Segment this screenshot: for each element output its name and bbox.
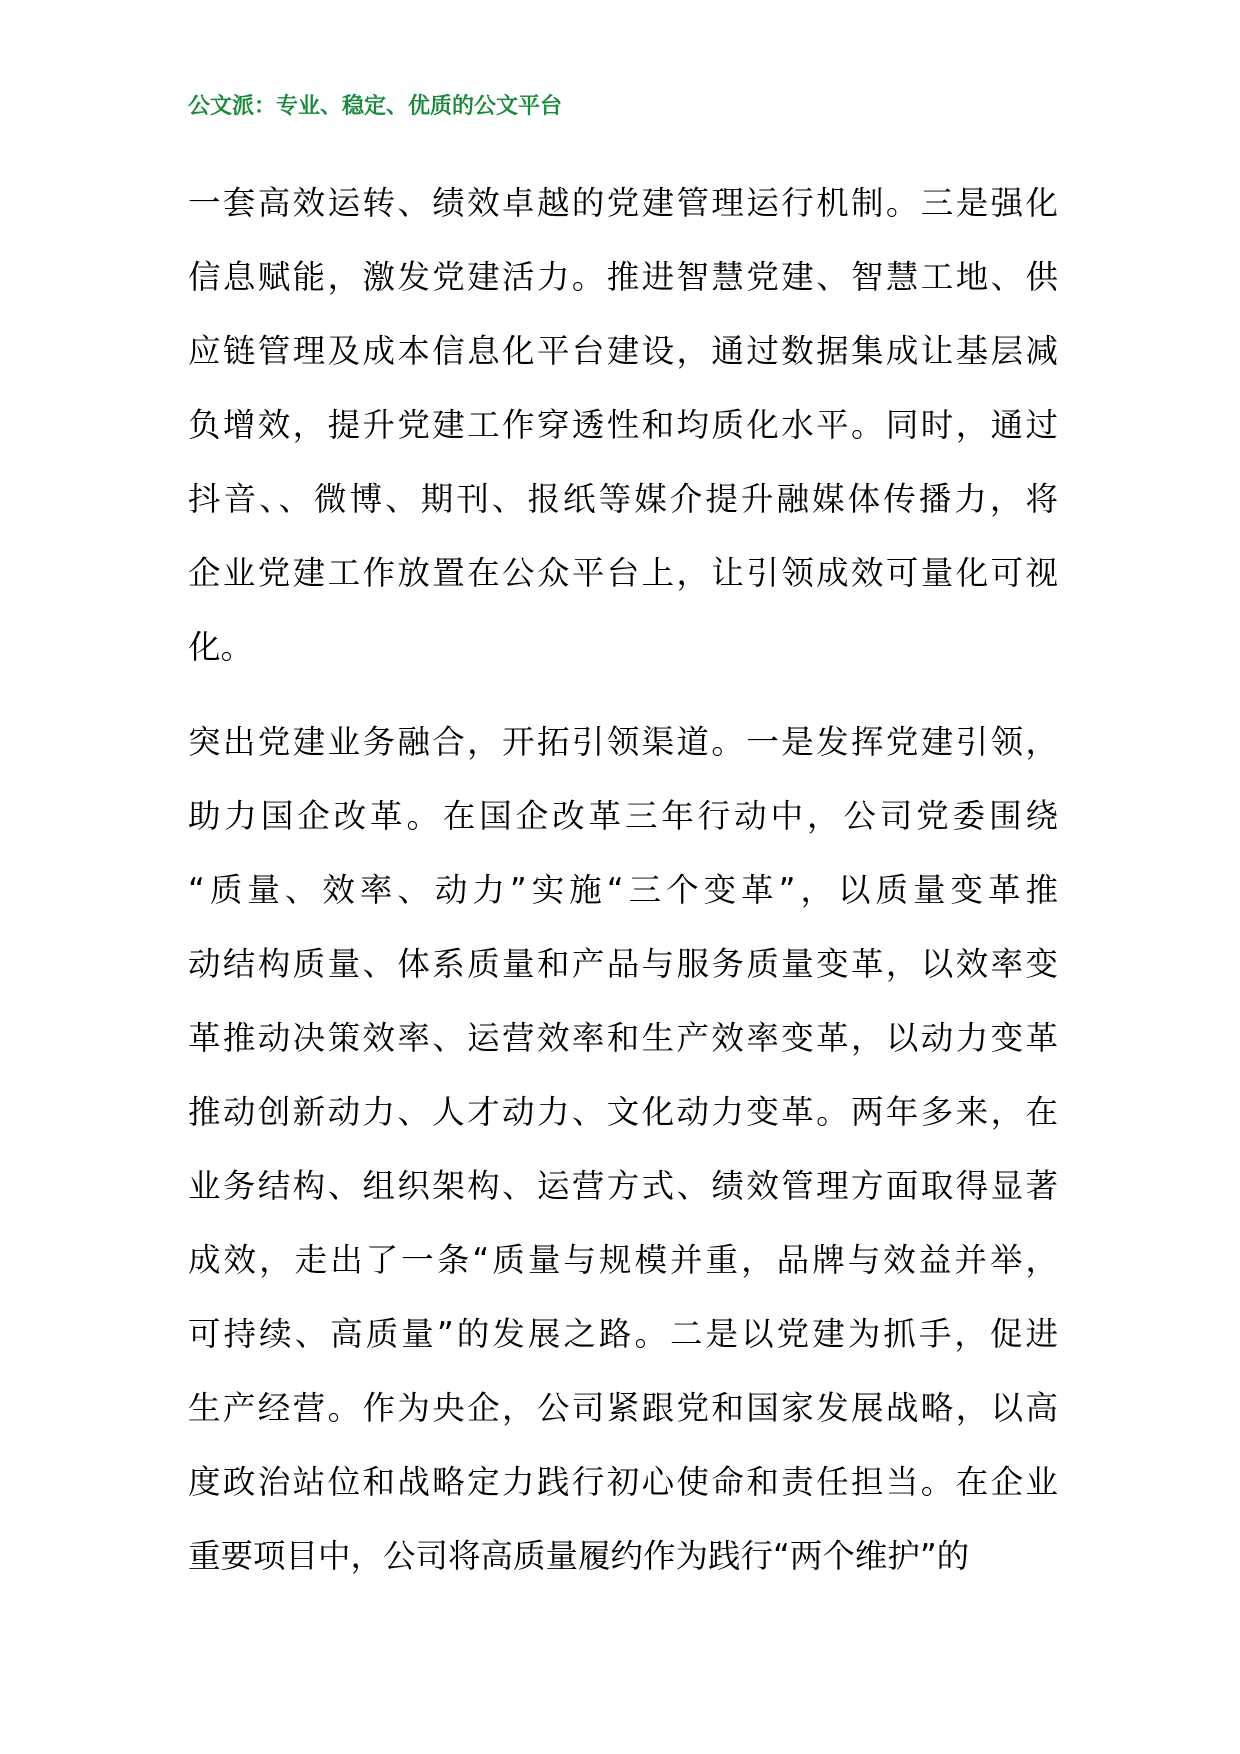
text-line: 信息赋能，激发党建活力。推进智慧党建、智慧工地、供	[188, 258, 1058, 296]
text-line: 成效，走出了一条“质量与规模并重，品牌与效益并举，	[188, 1241, 1058, 1279]
text-line: 动结构质量、体系质量和产品与服务质量变革，以效率变	[188, 945, 1058, 983]
text-line: “质量、效率、动力”实施“三个变革”，以质量变革推	[188, 871, 1058, 909]
text-line: 推动创新动力、人才动力、文化动力变革。两年多来，在	[188, 1093, 1058, 1131]
text-line: 突出党建业务融合，开拓引领渠道。一是发挥党建引领，	[188, 723, 1058, 761]
text-line: 企业党建工作放置在公众平台上，让引领成效可量化可视	[188, 554, 1058, 592]
body-text	[188, 166, 1058, 1593]
text-line: 业务结构、组织架构、运营方式、绩效管理方面取得显著	[188, 1167, 1058, 1205]
text-line: 助力国企改革。在国企改革三年行动中，公司党委围绕	[188, 797, 1058, 835]
text-line: 重要项目中，公司将高质量履约作为践行“两个维护”的	[188, 1537, 970, 1575]
text-line: 负增效，提升党建工作穿透性和均质化水平。同时，通过	[188, 406, 1058, 444]
text-line: 抖音、、微博、期刊、报纸等媒介提升融媒体传播力，将	[188, 480, 1058, 518]
text-line: 度政治站位和战略定力践行初心使命和责任担当。在企业	[188, 1463, 1058, 1501]
text-line: 生产经营。作为央企，公司紧跟党和国家发展战略，以高	[188, 1389, 1058, 1427]
text-line: 应链管理及成本信息化平台建设，通过数据集成让基层减	[188, 332, 1058, 370]
text-line: 革推动决策效率、运营效率和生产效率变革，以动力变革	[188, 1019, 1058, 1057]
paragraph	[188, 705, 1058, 1593]
paragraph	[188, 166, 1058, 684]
text-line: 可持续、高质量”的发展之路。二是以党建为抓手，促进	[188, 1315, 1058, 1353]
page-header: 公文派：专业、稳定、优质的公文平台	[188, 93, 563, 119]
text-line: 化。	[188, 628, 254, 666]
text-line: 一套高效运转、绩效卓越的党建管理运行机制。三是强化	[188, 184, 1058, 222]
